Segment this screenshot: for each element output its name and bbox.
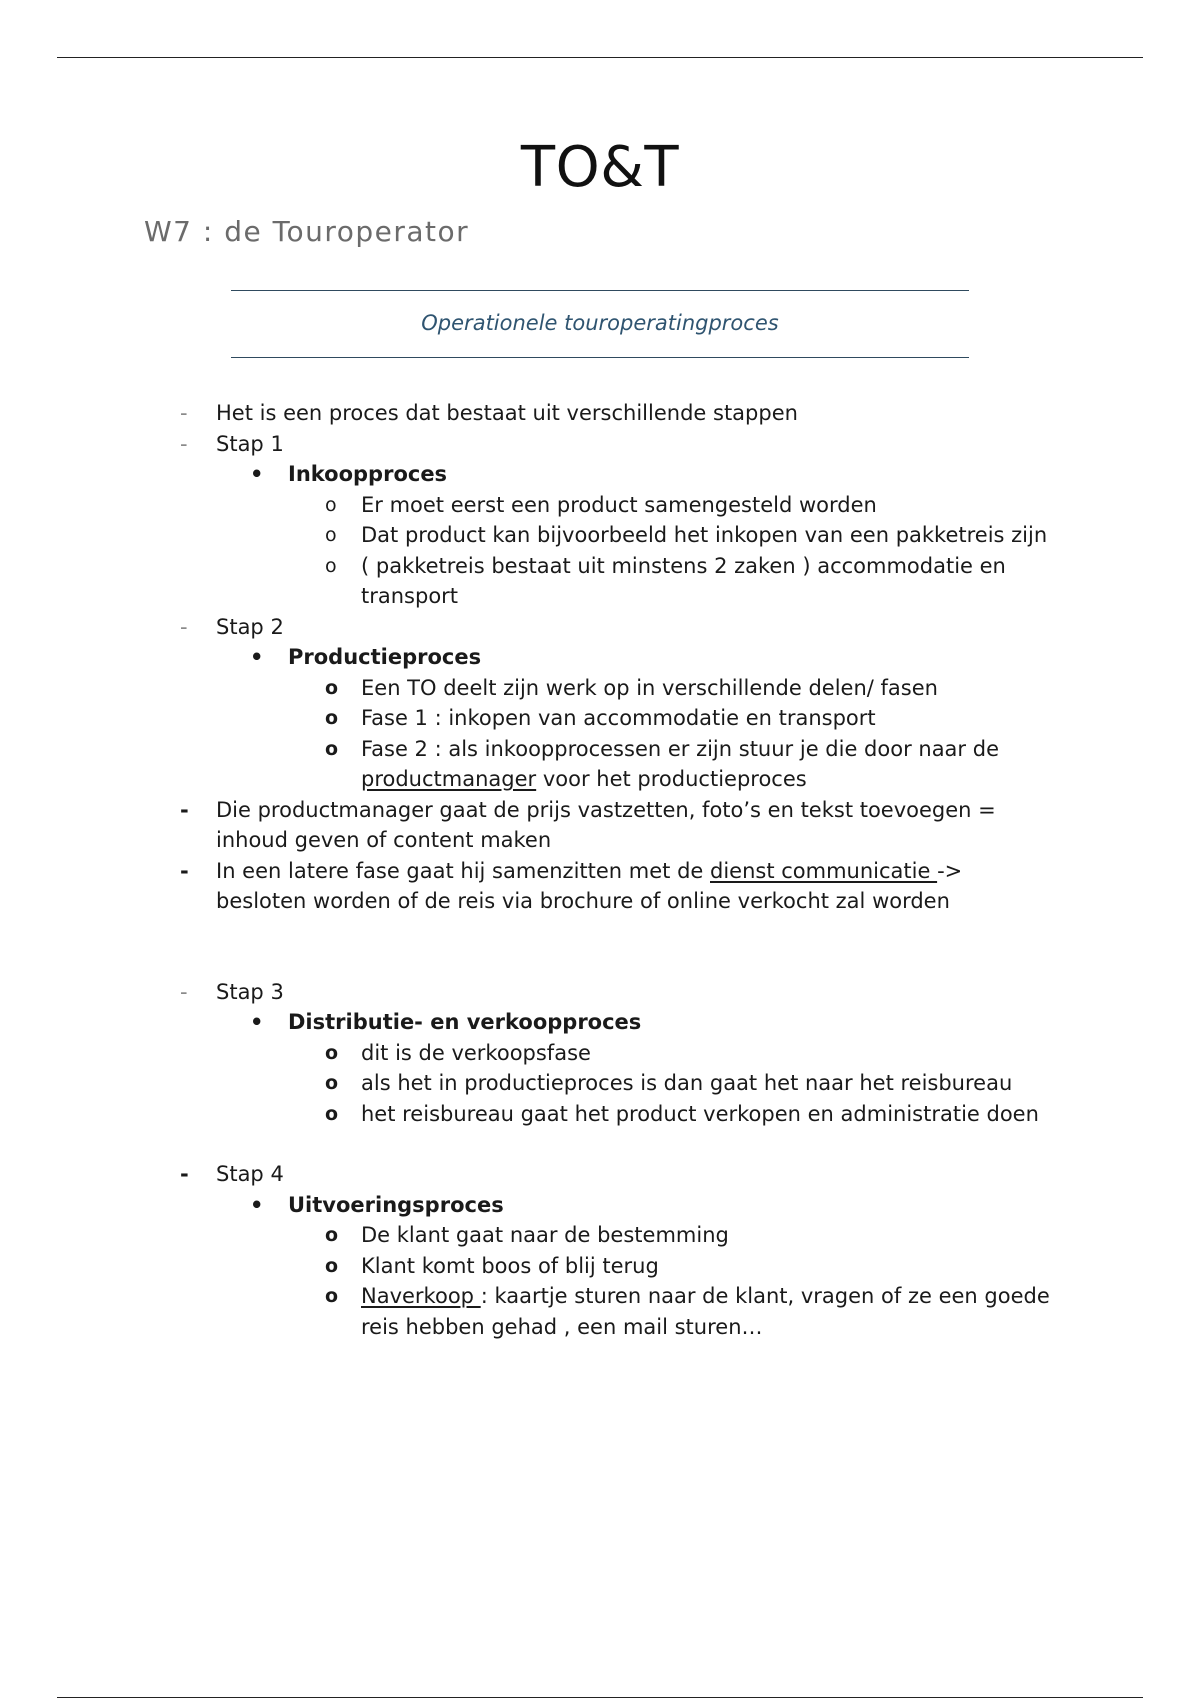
list-item <box>0 551 1200 612</box>
list-item <box>0 1099 1200 1130</box>
quote-top-rule <box>231 290 969 291</box>
step-1-label-row <box>0 429 1200 460</box>
circle-marker: o <box>325 737 339 760</box>
circle-marker: o <box>325 707 339 729</box>
step-4-label-row <box>0 1159 1200 1190</box>
list-item <box>0 1281 1200 1342</box>
note-2-text-part: -> besloten worden of de reis via brochure of online verkocht zal worden <box>216 858 963 913</box>
dienst-communicatie-term: dienst communicatie <box>710 858 938 883</box>
circle-marker: o <box>325 1285 339 1307</box>
page-bottom-rule <box>57 1697 1143 1698</box>
dash-marker: - <box>180 1162 189 1186</box>
step-4-item: Klant komt boos of blij terug <box>361 1253 659 1278</box>
step-1-item: ( pakketreis bestaat uit minstens 2 zaken ) accommodatie en transport <box>361 553 1006 608</box>
list-item <box>0 734 1200 795</box>
step-3-label-row <box>0 977 1200 1008</box>
step-3-label: Stap 3 <box>216 979 284 1004</box>
bullet-marker: • <box>250 645 264 669</box>
note-1-text: Die productmanager gaat de prijs vastzetten, foto’s en tekst toevoegen = inhoud geven of content maken <box>216 797 996 852</box>
bullet-marker: • <box>250 1192 264 1217</box>
circle-marker: o <box>325 1254 339 1277</box>
list-item <box>0 703 1200 734</box>
step-2-item-text: Fase 2 : als inkoopprocessen er zijn stuur je die door naar de <box>361 736 999 761</box>
dash-marker: - <box>180 979 188 1004</box>
document-body <box>0 398 1200 1342</box>
step-1-item: Er moet eerst een product samengesteld worden <box>361 492 877 517</box>
bullet-marker: • <box>250 1010 264 1034</box>
circle-marker: o <box>325 1224 339 1246</box>
step-3-heading-row <box>0 1007 1200 1038</box>
step-2-heading: Productieproces <box>288 645 482 669</box>
list-item <box>0 673 1200 704</box>
dash-marker: - <box>180 401 188 425</box>
dash-marker: - <box>180 858 189 883</box>
list-item <box>0 1251 1200 1282</box>
circle-marker: o <box>325 1072 339 1094</box>
section-heading: Operationele touroperatingproces <box>421 311 779 335</box>
list-item <box>0 1038 1200 1069</box>
step-4-label: Stap 4 <box>216 1162 284 1186</box>
step-1-heading-row <box>0 459 1200 490</box>
document-subtitle: W7 : de Touroperator <box>144 215 470 248</box>
list-item <box>0 1068 1200 1099</box>
spacer <box>0 917 1200 977</box>
dash-marker: - <box>180 431 188 456</box>
list-item <box>0 398 1200 429</box>
step-4-item <box>361 1284 1050 1339</box>
dash-marker: - <box>180 614 188 639</box>
step-2-label-row <box>0 612 1200 643</box>
step-4-heading: Uitvoeringsproces <box>288 1192 504 1217</box>
step-2-item-text: voor het productieproces <box>536 767 807 791</box>
step-3-heading: Distributie- en verkoopproces <box>288 1010 642 1034</box>
quote-bottom-rule <box>231 357 969 358</box>
bullet-marker: • <box>250 462 264 486</box>
step-2-item: Fase 1 : inkopen van accommodatie en transport <box>361 706 876 730</box>
note-2-text-part: In een latere fase gaat hij samenzitten met de <box>216 858 710 883</box>
intro-text: Het is een proces dat bestaat uit verschillende stappen <box>216 401 798 425</box>
list-item <box>0 490 1200 521</box>
step-2-item: Een TO deelt zijn werk op in verschillende delen/ fasen <box>361 675 938 700</box>
step-2-item <box>361 737 999 792</box>
page-top-rule <box>57 57 1143 58</box>
step-2-heading-row <box>0 642 1200 673</box>
dash-marker: - <box>180 797 189 822</box>
circle-marker: o <box>325 1102 339 1125</box>
step-1-label: Stap 1 <box>216 431 284 456</box>
circle-marker: o <box>325 554 337 577</box>
step-1-heading: Inkoopproces <box>288 462 448 486</box>
step-4-heading-row <box>0 1190 1200 1221</box>
step-1-item: Dat product kan bijvoorbeeld het inkopen van een pakketreis zijn <box>361 523 1048 547</box>
circle-marker: o <box>325 493 337 516</box>
naverkoop-term: Naverkoop <box>361 1284 481 1308</box>
step-4-item: De klant gaat naar de bestemming <box>361 1223 729 1247</box>
note-2-text <box>216 859 962 914</box>
circle-marker: o <box>325 676 339 699</box>
step-2-label: Stap 2 <box>216 614 284 639</box>
circle-marker: o <box>325 524 337 546</box>
circle-marker: o <box>325 1041 339 1064</box>
spacer <box>0 1129 1200 1159</box>
step-3-item: het reisbureau gaat het product verkopen en administratie doen <box>361 1101 1039 1126</box>
list-item <box>0 795 1200 856</box>
list-item <box>0 520 1200 551</box>
step-3-item: als het in productieproces is dan gaat het naar het reisbureau <box>361 1071 1013 1095</box>
step-3-item: dit is de verkoopsfase <box>361 1040 591 1065</box>
productmanager-term: productmanager <box>361 767 537 791</box>
step-4-item-text: : kaartje sturen naar de klant, vragen of ze een goede reis hebben gehad , een mail sturen… <box>361 1284 1050 1339</box>
document-title: TO&T <box>520 135 680 200</box>
list-item <box>0 1220 1200 1251</box>
list-item <box>0 856 1200 917</box>
